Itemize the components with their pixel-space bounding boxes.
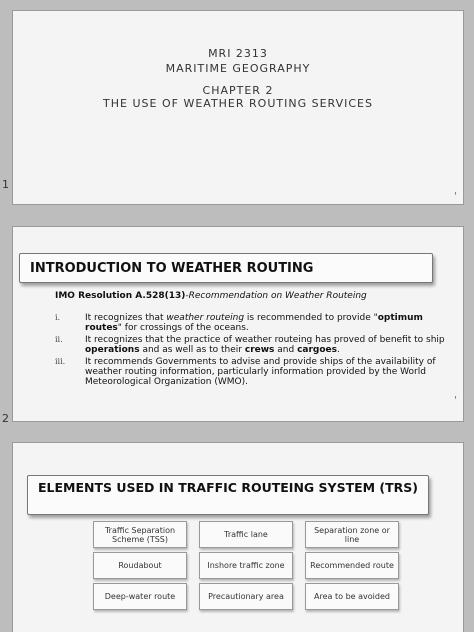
page-number: 2 — [2, 412, 9, 425]
list-item — [55, 313, 453, 333]
course-subject: MARITIME GEOGRAPHY — [165, 62, 311, 75]
text: " for crossings of the oceans. — [117, 323, 249, 333]
resolution-subtitle: -Recommendation on Weather Routeing — [185, 291, 367, 301]
slide-title-box — [27, 475, 429, 515]
element-box: Roudabout — [93, 552, 187, 579]
text-italic: weather routeing — [166, 313, 245, 323]
text-bold: cargoes — [297, 345, 338, 355]
slide-title-box — [19, 253, 433, 283]
slide-mark-icon: ' — [454, 395, 457, 406]
slide-3 — [12, 442, 464, 632]
list-number: iii. — [55, 357, 66, 366]
element-box: Inshore traffic zone — [199, 552, 293, 579]
resolution-heading — [55, 291, 450, 301]
text: and as well as to their — [139, 345, 245, 355]
element-box: Precautionary area — [199, 583, 293, 610]
text: It recognizes that the practice of weather routeing has proved of benefit to ship — [85, 335, 445, 345]
list-item — [55, 357, 453, 387]
elements-grid — [93, 521, 399, 610]
slide-2 — [12, 226, 464, 422]
text-bold: optimum routes — [85, 313, 423, 333]
element-box: Traffic Separation Scheme (TSS) — [93, 521, 187, 548]
points-list — [55, 313, 453, 389]
element-box: Separation zone or line — [305, 521, 399, 548]
text: It recommends Governments to advise and provide ships of the availability of weather routing information, particularly information provided by the World Meteorological Organization (WMO). — [85, 357, 436, 387]
page-number: 1 — [2, 178, 9, 191]
list-number: i. — [55, 313, 61, 322]
element-box: Area to be avoided — [305, 583, 399, 610]
element-box: Deep-water route — [93, 583, 187, 610]
slide-1 — [12, 10, 464, 205]
slide-mark-icon: ' — [454, 191, 457, 202]
text-bold: crews — [244, 345, 275, 355]
chapter-number: CHAPTER 2 — [202, 84, 274, 97]
list-item — [55, 335, 453, 355]
slide-title: INTRODUCTION TO WEATHER ROUTING — [30, 260, 314, 276]
resolution-id: IMO Resolution A.528(13) — [55, 291, 186, 301]
chapter-title: THE USE OF WEATHER ROUTING SERVICES — [103, 97, 373, 110]
list-number: ii. — [55, 335, 63, 344]
element-box: Traffic lane — [199, 521, 293, 548]
text: and — [274, 345, 298, 355]
element-box: Recommended route — [305, 552, 399, 579]
text: . — [337, 345, 340, 355]
text: is recommended to provide " — [244, 313, 378, 323]
course-code: MRI 2313 — [208, 47, 268, 60]
text-bold: operations — [85, 345, 140, 355]
slide-title: ELEMENTS USED IN TRAFFIC ROUTEING SYSTEM (TRS) — [38, 480, 419, 495]
text: It recognizes that — [85, 313, 167, 323]
